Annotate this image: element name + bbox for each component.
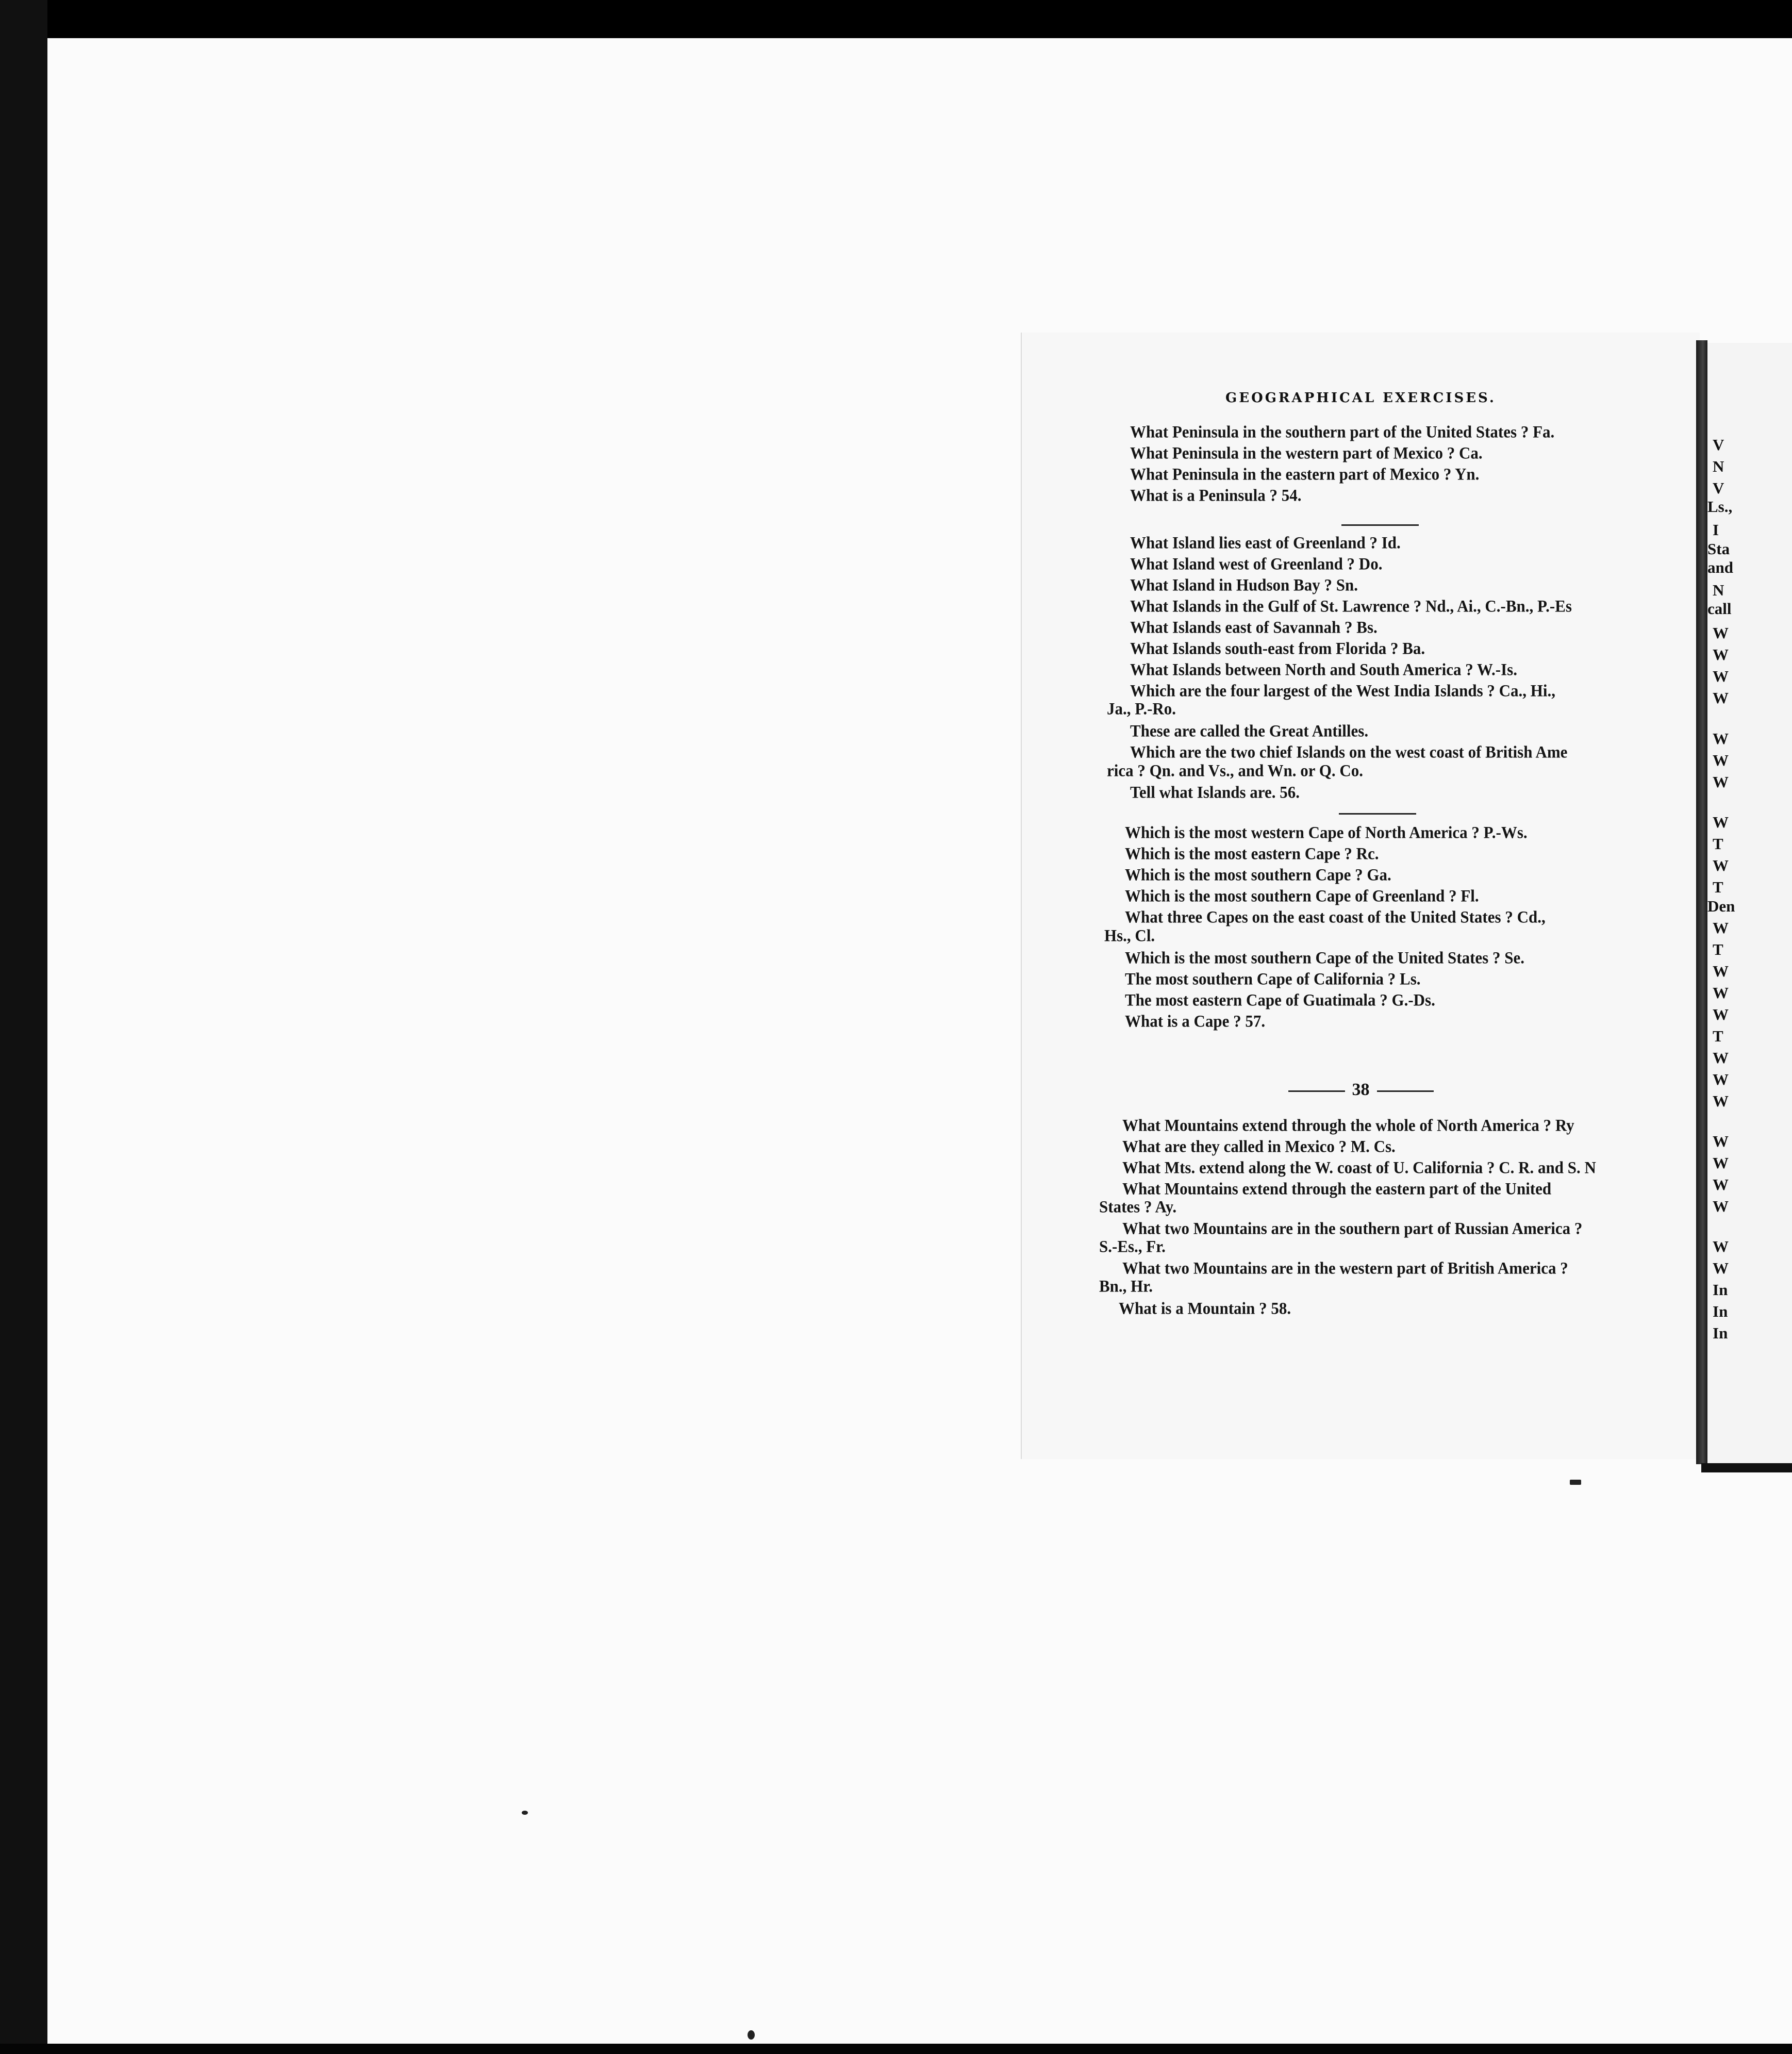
- facing-fragment: Den: [1707, 897, 1735, 915]
- facing-fragment: T: [1713, 1027, 1723, 1045]
- facing-fragment: W: [1713, 1154, 1729, 1172]
- question-line: What three Capes on the east coast of the United States ? Cd.,: [1125, 907, 1546, 926]
- facing-fragment: W: [1713, 856, 1729, 874]
- question-line: What is a Cape ? 57.: [1125, 1012, 1266, 1031]
- facing-fragment: T: [1713, 940, 1723, 958]
- book-gutter: [1696, 340, 1707, 1464]
- page-number-dash-left: [1288, 1090, 1345, 1092]
- question-line: S.-Es., Fr.: [1099, 1237, 1166, 1256]
- question-line: What Mts. extend along the W. coast of U. California ? C. R. and S. N: [1122, 1158, 1596, 1177]
- question-line: What Peninsula in the western part of Mexico ? Ca.: [1130, 443, 1483, 462]
- question-line: Which is the most southern Cape ? Ga.: [1125, 865, 1391, 884]
- question-line: Bn., Hr.: [1099, 1277, 1153, 1296]
- section-divider: [1339, 813, 1416, 815]
- question-line: What Island lies east of Greenland ? Id.: [1130, 533, 1401, 552]
- facing-fragment: W: [1713, 1237, 1729, 1255]
- facing-fragment: T: [1713, 835, 1723, 853]
- question-line: Which is the most western Cape of North America ? P.-Ws.: [1125, 823, 1528, 842]
- facing-fragment: W: [1713, 667, 1729, 685]
- question-line: rica ? Qn. and Vs., and Wn. or Q. Co.: [1107, 761, 1363, 780]
- facing-fragment: In: [1713, 1281, 1728, 1299]
- facing-fragment: I: [1713, 521, 1719, 539]
- page-header: GEOGRAPHICAL EXERCISES.: [1225, 390, 1496, 406]
- page-number-dash-right: [1377, 1090, 1434, 1092]
- book-page: [1021, 333, 1700, 1459]
- facing-fragment: In: [1713, 1302, 1728, 1320]
- facing-fragment: W: [1713, 689, 1729, 707]
- scan-bottom-edge: [0, 2044, 1792, 2054]
- question-line: What Islands south-east from Florida ? Ba.: [1130, 639, 1425, 658]
- question-line: The most southern Cape of California ? Ls.: [1125, 969, 1421, 988]
- question-line: Which is the most southern Cape of the United States ? Se.: [1125, 948, 1524, 967]
- question-line: These are called the Great Antilles.: [1130, 721, 1369, 740]
- question-line: What Peninsula in the eastern part of Mexico ? Yn.: [1130, 465, 1480, 484]
- question-line: What is a Peninsula ? 54.: [1130, 486, 1302, 505]
- question-line: Which is the most southern Cape of Greenland ? Fl.: [1125, 886, 1479, 905]
- question-line: What two Mountains are in the southern part of Russian America ?: [1122, 1219, 1583, 1238]
- question-line: Which are the four largest of the West India Islands ? Ca., Hi.,: [1130, 681, 1555, 700]
- page-number: [1022, 1080, 1700, 1100]
- question-line: What Islands east of Savannah ? Bs.: [1130, 618, 1378, 637]
- scan-left-edge: [0, 0, 47, 2054]
- question-line: What Mountains extend through the eastern part of the United: [1122, 1179, 1552, 1198]
- question-line: Ja., P.-Ro.: [1107, 699, 1176, 718]
- facing-fragment: W: [1713, 624, 1729, 642]
- facing-fragment: W: [1713, 1070, 1729, 1088]
- facing-fragment: W: [1713, 1005, 1729, 1023]
- section-divider: [1341, 524, 1419, 526]
- facing-fragment: Ls.,: [1707, 498, 1733, 516]
- question-line: Hs., Cl.: [1104, 926, 1155, 945]
- facing-fragment: V: [1713, 479, 1724, 497]
- facing-fragment: N: [1713, 581, 1724, 599]
- facing-fragment: In: [1713, 1324, 1728, 1342]
- scan-speck: [748, 2030, 755, 2040]
- facing-fragment: W: [1713, 1132, 1729, 1150]
- page-number-value: 38: [1352, 1080, 1370, 1099]
- question-line: Which is the most eastern Cape ? Rc.: [1125, 844, 1379, 863]
- question-line: What two Mountains are in the western part of British America ?: [1122, 1258, 1568, 1278]
- question-line: What Islands in the Gulf of St. Lawrence ? Nd., Ai., C.-Bn., P.-Es: [1130, 597, 1572, 616]
- facing-fragment: V: [1713, 436, 1724, 454]
- facing-fragment: W: [1713, 1175, 1729, 1194]
- facing-fragment: and: [1707, 558, 1733, 576]
- question-line: Which are the two chief Islands on the west coast of British Ame: [1130, 742, 1568, 761]
- facing-page: [1707, 343, 1792, 1467]
- facing-fragment: W: [1713, 730, 1729, 748]
- question-line: What is a Mountain ? 58.: [1119, 1299, 1291, 1318]
- scan-speck: [1570, 1480, 1581, 1485]
- facing-fragment: W: [1713, 1049, 1729, 1067]
- facing-fragment: N: [1713, 457, 1724, 475]
- scan-top-edge: [0, 0, 1792, 38]
- page-rim-shadow: [1701, 1463, 1792, 1472]
- question-line: What Islands between North and South America ? W.-Is.: [1130, 660, 1517, 679]
- facing-fragment: W: [1713, 773, 1729, 791]
- question-line: What are they called in Mexico ? M. Cs.: [1122, 1137, 1396, 1156]
- question-line: The most eastern Cape of Guatimala ? G.-Ds.: [1125, 990, 1435, 1009]
- facing-fragment: W: [1713, 962, 1729, 980]
- question-line: What Peninsula in the southern part of the United States ? Fa.: [1130, 422, 1555, 441]
- question-line: What Island in Hudson Bay ? Sn.: [1130, 575, 1358, 594]
- question-line: States ? Ay.: [1099, 1197, 1177, 1216]
- facing-fragment: W: [1713, 1092, 1729, 1110]
- question-line: What Island west of Greenland ? Do.: [1130, 554, 1383, 573]
- facing-fragment: W: [1713, 1197, 1729, 1215]
- facing-fragment: W: [1713, 984, 1729, 1002]
- facing-fragment: W: [1713, 813, 1729, 831]
- scan-speck: [522, 1811, 528, 1815]
- facing-fragment: W: [1713, 1259, 1729, 1277]
- question-line: What Mountains extend through the whole of North America ? Ry: [1122, 1116, 1574, 1135]
- facing-fragment: call: [1707, 600, 1732, 618]
- facing-fragment: W: [1713, 645, 1729, 664]
- facing-fragment: Sta: [1707, 540, 1730, 558]
- question-line: Tell what Islands are. 56.: [1130, 783, 1300, 802]
- facing-fragment: T: [1713, 878, 1723, 896]
- facing-fragment: W: [1713, 919, 1729, 937]
- facing-fragment: W: [1713, 751, 1729, 769]
